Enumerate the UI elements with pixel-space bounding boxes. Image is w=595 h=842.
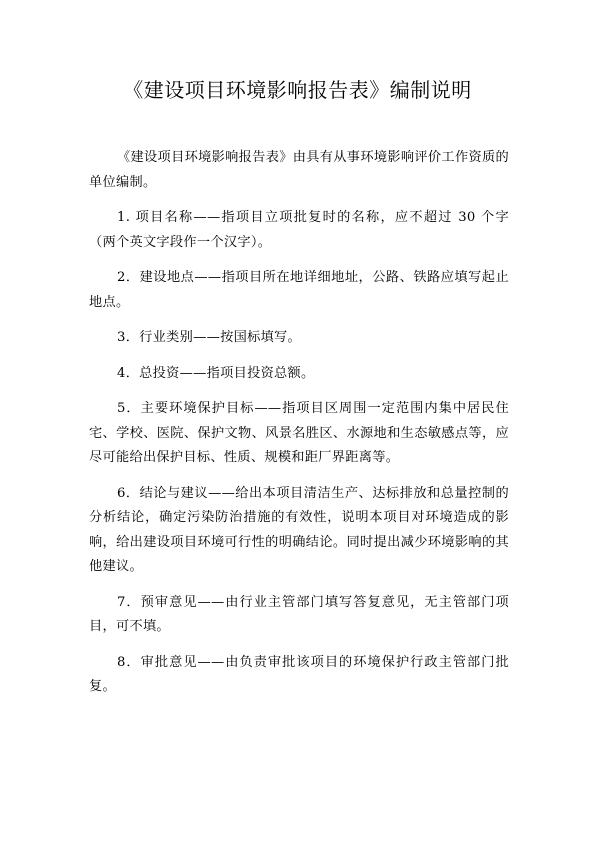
document-title: 《建设项目环境影响报告表》编制说明 <box>123 78 472 102</box>
paragraph-intro: 《建设项目环境影响报告表》由具有从事环境影响评价工作资质的单位编制。 <box>89 150 509 190</box>
paragraph-conclusions: 6．结论与建议——给出本项目清洁生产、达标排放和总量控制的分析结论，确定污染防治措施的有效性，说明本项目对环境造成的影响，给出建设项目环境可行性的明确结论。同时提出减少环境影响的其他建议。 <box>89 485 509 574</box>
paragraph-project-name: 1. 项目名称——指项目立项批复时的名称，应不超过 30 个字（两个英文字段作一个汉字）。 <box>89 210 509 250</box>
paragraph-preliminary-review: 7．预审意见——由行业主管部门填写答复意见，无主管部门项目，可不填。 <box>89 594 509 634</box>
document-body <box>89 146 509 711</box>
paragraph-industry-category: 3．行业类别——按国标填写。 <box>117 330 302 345</box>
paragraph-construction-site: 2．建设地点——指项目所在地详细地址，公路、铁路应填写起止地点。 <box>89 270 509 310</box>
paragraph-protection-targets: 5．主要环境保护目标——指项目区周围一定范围内集中居民住宅、学校、医院、保护文物、风景名胜区、水源地和生态敏感点等，应尽可能给出保护目标、性质、规模和距厂界距离等。 <box>89 401 509 465</box>
paragraph-approval-opinion: 8．审批意见——由负责审批该项目的环境保护行政主管部门批复。 <box>89 654 509 694</box>
paragraph-total-investment: 4．总投资——指项目投资总额。 <box>117 365 315 381</box>
